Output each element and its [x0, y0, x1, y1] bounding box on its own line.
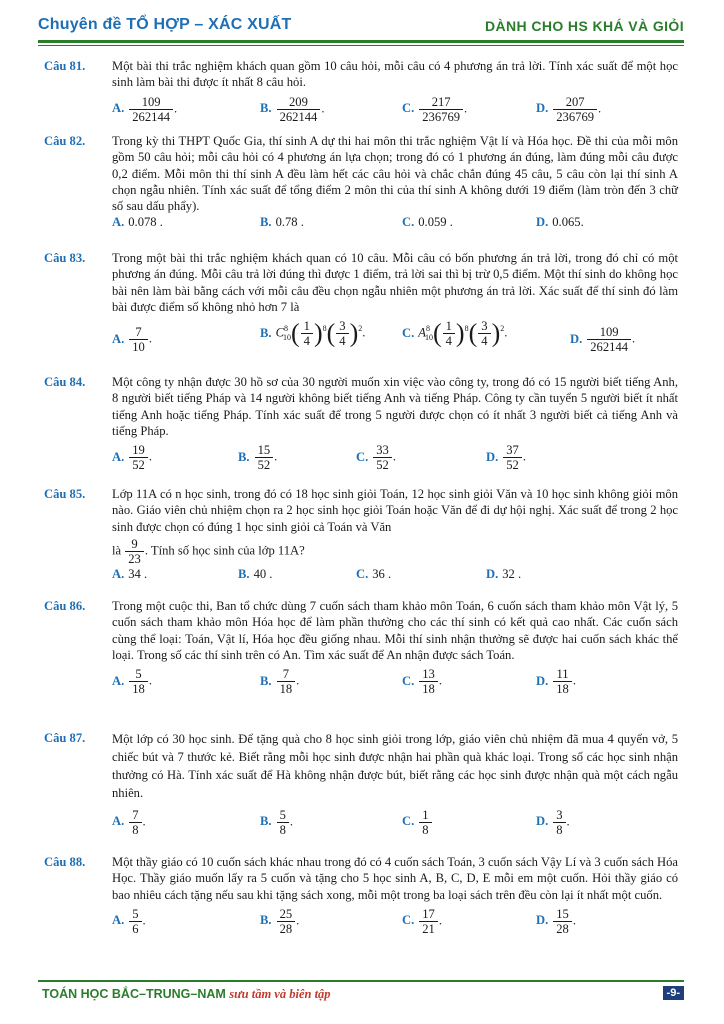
option-b[interactable]: B. 40 .	[238, 566, 273, 581]
option-c[interactable]: C. $\frac{33}{52}$ .	[356, 443, 396, 473]
footer-credit: TOÁN HỌC BẮC–TRUNG–NAM sưu tầm và biên tập	[42, 987, 331, 1001]
option-a[interactable]: A. $\frac{7}{10}$ .	[112, 325, 152, 355]
question-number: Câu 86.	[44, 599, 86, 613]
header-rule-thin	[38, 45, 684, 46]
option-a[interactable]: A. $\frac{7}{8}$ .	[112, 808, 146, 837]
question-88	[44, 854, 678, 941]
option-d[interactable]: D. $\frac{3}{8}$ .	[536, 808, 570, 837]
answer-options	[112, 319, 678, 363]
question-number: Câu 81.	[44, 59, 86, 73]
question-stem: Một thầy giáo có 10 cuốn sách khác nhau trong đó có 4 cuốn sách Toán, 3 cuốn sách Vậy Lí và 3 cuốn sách Hóa Học. Thầy giáo muốn lấy ra 5 cuốn và tặng cho 5 học sinh A, B, C, D, E mỗi em một cuốn. Hỏi thầy giáo có bao nhiêu cách tặng nếu sau khi tặng sách xong, mỗi một trong ba loại sách trên đều còn lại ít nhất một cuốn.	[112, 855, 678, 902]
option-d[interactable]: D. $\frac{207}{236769}$ .	[536, 94, 602, 124]
option-a[interactable]: A. 34 .	[112, 566, 148, 581]
option-d[interactable]: D. $\frac{109}{262144}$ .	[570, 325, 636, 355]
header-audience: DÀNH CHO HS KHÁ VÀ GIỎI	[485, 18, 684, 34]
footer-rule	[38, 980, 684, 982]
question-stem: Trong một cuộc thi, Ban tổ chức dùng 7 cuốn sách tham khảo môn Toán, 6 cuốn sách tham khảo môn Vật lý, 5 cuốn sách tham khảo môn Hóa học để làm phần thưởng cho các thí sinh có kết quả cao nhất. Các cuốn sách cùng thể loại: Toán, Vật lí, Hóa học đều giống nhau. Mỗi thí sinh nhận thưởng sẽ được hai cuốn sách khác thể loại. Trong số các thí sinh trên có An. Tìm xác suất để An nhận được sách Toán.	[112, 599, 678, 662]
question-84	[44, 374, 678, 477]
option-b[interactable]: B. $\frac{25}{28}$ .	[260, 906, 300, 936]
answer-options	[112, 665, 678, 701]
option-c[interactable]: C. 0.059 .	[402, 215, 453, 230]
option-d[interactable]: D. 32 .	[486, 566, 522, 581]
option-c[interactable]: C. $A^8_{10}$( $\frac{1}{4}$ )$^8$( $\frac{3}{4}$ )$^2$.	[402, 318, 508, 349]
option-c[interactable]: C. 36 .	[356, 566, 392, 581]
question-stem: Trong kỳ thi THPT Quốc Gia, thí sinh A dự thi hai môn thi trắc nghiệm Vật lí và Hóa học. Đề thi của mỗi môn gồm 50 câu hỏi; mỗi câu hỏi có 4 phương án lựa chọn; trong đó có 1 phương án đúng, làm đúng mỗi câu được 0,2 điểm. Mỗi môn thi thí sinh A đều làm hết các câu hỏi và chắc chắn đúng 45 câu, 5 câu còn lại thí sinh A chọn ngẫu nhiên. Tính xác suất để tổng điểm 2 môn thi của thí sinh A không dưới 19 điểm (làm tròn đến 3 chữ số sau dấu phẩy).	[112, 134, 678, 214]
option-b[interactable]: B. $\frac{15}{52}$ .	[238, 443, 278, 473]
question-85	[44, 486, 678, 582]
question-number: Câu 84.	[44, 375, 86, 389]
option-d[interactable]: D. $\frac{15}{28}$ .	[536, 906, 576, 936]
option-a[interactable]: A. $\frac{5}{6}$ .	[112, 906, 146, 936]
question-83	[44, 250, 678, 363]
option-a[interactable]: A. 0.078 .	[112, 215, 163, 230]
option-c[interactable]: C. $\frac{217}{236769}$ .	[402, 94, 468, 124]
option-a[interactable]: A. $\frac{5}{18}$ .	[112, 667, 152, 697]
option-d[interactable]: D. $\frac{11}{18}$ .	[536, 667, 576, 697]
option-b[interactable]: B. $C^8_{10}$( $\frac{1}{4}$ )$^8$( $\frac{3}{4}$ )$^2$.	[260, 318, 366, 349]
option-c[interactable]: C. $\frac{13}{18}$ .	[402, 667, 442, 697]
option-b[interactable]: B. $\frac{209}{262144}$ .	[260, 94, 325, 124]
answer-options	[112, 806, 678, 842]
answer-options	[112, 905, 678, 941]
question-87	[44, 730, 678, 842]
option-b[interactable]: B. $\frac{7}{18}$ .	[260, 667, 300, 697]
question-number: Câu 82.	[44, 134, 86, 148]
question-number: Câu 83.	[44, 251, 86, 265]
question-stem: Một bài thi trắc nghiệm khách quan gồm 10 câu hỏi, mỗi câu có 4 phương án trả lời. Tính xác suất để một học sinh làm bài thi được ít nhất 8 câu hỏi.	[112, 59, 678, 90]
question-number: Câu 87.	[44, 731, 86, 745]
option-c[interactable]: C. $\frac{17}{21}$ .	[402, 906, 442, 936]
page-number: -9-	[663, 986, 684, 1000]
question-82	[44, 133, 678, 230]
option-b[interactable]: B. 0.78 .	[260, 215, 304, 230]
page-header	[38, 14, 684, 44]
option-c[interactable]: C. $\frac{1}{8}$	[402, 808, 433, 837]
option-b[interactable]: B. $\frac{5}{8}$ .	[260, 808, 294, 837]
question-stem: Một công ty nhận được 30 hồ sơ của 30 người muốn xin việc vào công ty, trong đó có 15 người biết tiếng Anh, 8 người biết tiếng Pháp và 14 người không biết tiếng Anh và tiếng Pháp. Công ty cần tuyển 5 người biết ít nhất tiếng Anh hoặc tiếng Pháp. Tính xác suất để trong 5 người được chọn có ít nhất 3 người biết cả tiếng Anh và tiếng Pháp.	[112, 375, 678, 438]
question-number: Câu 85.	[44, 487, 86, 501]
option-a[interactable]: A. $\frac{109}{262144}$ .	[112, 94, 178, 124]
question-stem-continued: là $\frac{9}{23}$ . Tính số học sinh của lớp 11A?	[112, 536, 305, 566]
option-d[interactable]: D. $\frac{37}{52}$ .	[486, 443, 526, 473]
question-stem: Trong một bài thi trắc nghiệm khách quan có 10 câu. Mỗi câu có bốn phương án trả lời, trong đó chỉ có một phương án đúng. Mỗi câu trả lời đúng thì được 1 điểm, trả lời sai thì bị trừ 0,5 điểm. Một thí sinh do không học bài nên làm bài bằng cách với mỗi câu đều chọn ngẫu nhiên một phương án trả lời. Xác suất để thí sinh đó làm bài được điểm số không nhỏ hơn 7 là	[112, 251, 678, 314]
question-number: Câu 88.	[44, 855, 86, 869]
question-stem: Một lớp có 30 học sinh. Để tặng quà cho 8 học sinh giỏi trong lớp, giáo viên chủ nhiệm đã mua 4 quyển vở, 5 chiếc bút và 7 thước kẻ. Biết rằng mỗi học sinh được nhận hai phần quà khác loại. Trong số các học sinh nhận thưởng có Hà. Tính xác suất để Hà không nhận được bút, biết rằng các học sinh được nhận quà một cách ngẫu nhiên.	[112, 732, 678, 800]
header-rule	[38, 40, 684, 43]
answer-options	[112, 441, 678, 477]
question-stem: Lớp 11A có n học sinh, trong đó có 18 học sinh giỏi Toán, 12 học sinh giỏi Văn và 10 học sinh không giỏi môn nào. Giáo viên chủ nhiệm chọn ra 2 học sinh học giỏi Toán hoặc Văn để đi dự hội nghị. Xác suất để trong 2 học sinh được chọn có đúng 1 học sinh giỏi cả Toán và Văn	[112, 487, 678, 534]
page-footer	[38, 980, 684, 1004]
option-d[interactable]: D. 0.065.	[536, 215, 584, 230]
answer-options	[112, 214, 678, 230]
header-topic: Chuyên đề TỔ HỢP – XÁC XUẤT	[38, 16, 292, 33]
answer-options	[112, 93, 678, 129]
question-86	[44, 598, 678, 701]
option-a[interactable]: A. $\frac{19}{52}$ .	[112, 443, 152, 473]
answer-options	[112, 566, 678, 582]
question-81	[44, 58, 678, 129]
